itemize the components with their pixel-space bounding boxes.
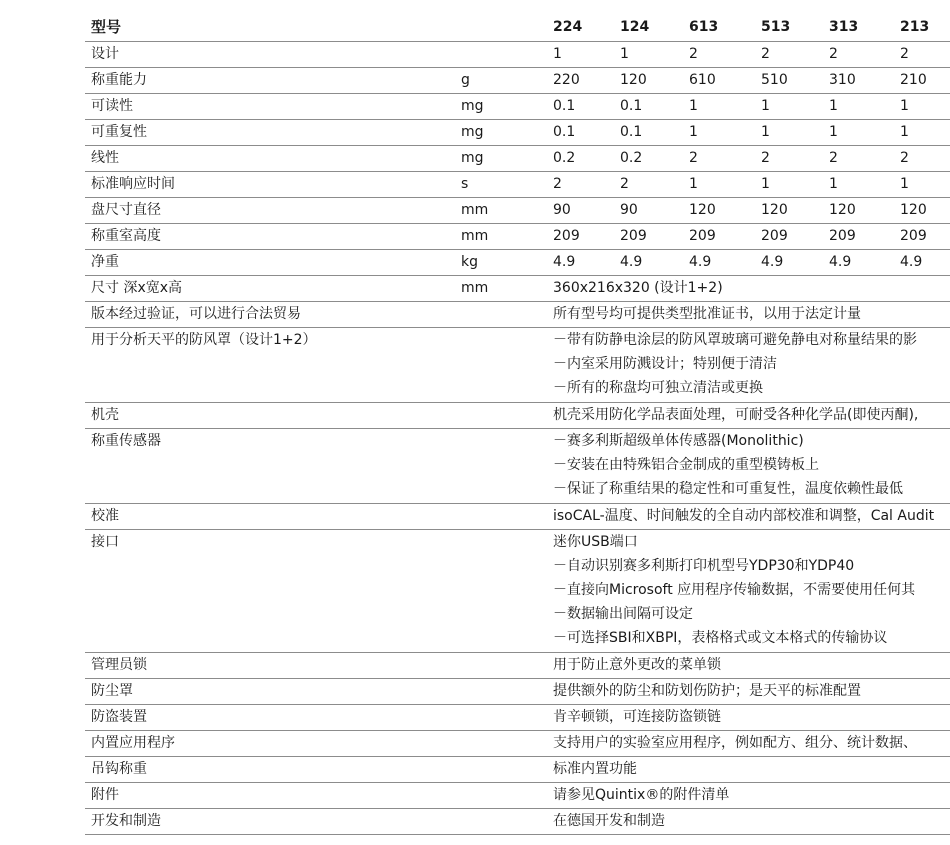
spec-row [85, 198, 950, 224]
spec-unit: g [461, 72, 470, 88]
description-line: 迷你USB端口 [553, 534, 638, 550]
spec-row [85, 94, 950, 120]
spec-value: 0.1 [553, 98, 576, 114]
spec-value: 2 [689, 46, 698, 62]
spec-value: 4.9 [829, 254, 852, 270]
feature-description [553, 328, 950, 400]
header-row [85, 15, 950, 42]
description-line: 在德国开发和制造 [553, 813, 665, 829]
feature-label: 机壳 [91, 407, 119, 423]
spec-value: 120 [829, 202, 856, 218]
spec-value: 1 [689, 98, 698, 114]
description-line: isoCAL-温度、时间触发的全自动内部校准和调整，Cal Audit [553, 508, 935, 524]
feature-description [553, 731, 950, 755]
spec-value: 209 [761, 228, 788, 244]
spec-value: 120 [761, 202, 788, 218]
description-line: 支持用户的实验室应用程序，例如配方、组分、统计数据、 [553, 735, 917, 751]
description-line: －直接向Microsoft 应用程序传输数据，不需要使用任何其 [553, 582, 916, 598]
spec-value: 90 [553, 202, 571, 218]
description-line: 请参见Quintix®的附件清单 [553, 787, 730, 803]
feature-row [85, 705, 950, 731]
spec-value: 2 [761, 46, 770, 62]
feature-label: 管理员锁 [91, 657, 147, 673]
description-line: －保证了称重结果的稳定性和可重复性，温度依赖性最低 [553, 481, 903, 497]
spec-value: 1 [689, 176, 698, 192]
spec-value: 1 [900, 124, 909, 140]
feature-row [85, 328, 950, 403]
spec-value: 2 [553, 176, 562, 192]
spec-value: 1 [829, 176, 838, 192]
feature-description [553, 276, 950, 300]
spec-value: 1 [900, 98, 909, 114]
feature-description [553, 530, 950, 650]
feature-label: 接口 [91, 534, 119, 550]
spec-unit: kg [461, 254, 478, 270]
feature-row [85, 653, 950, 679]
model-213: 213 [900, 19, 930, 35]
spec-value: 2 [900, 150, 909, 166]
spec-value: 209 [829, 228, 856, 244]
spec-value: 0.1 [553, 124, 576, 140]
model-613: 613 [689, 19, 719, 35]
description-line: 标准内置功能 [553, 761, 637, 777]
spec-value: 0.1 [620, 98, 643, 114]
spec-value: 310 [829, 72, 856, 88]
description-line: 提供额外的防尘和防划伤防护；是天平的标准配置 [553, 683, 861, 699]
spec-value: 2 [829, 46, 838, 62]
feature-label: 内置应用程序 [91, 735, 175, 751]
feature-row [85, 429, 950, 504]
feature-description [553, 679, 950, 703]
feature-row [85, 783, 950, 809]
feature-row [85, 809, 950, 835]
model-header-label: 型号 [91, 18, 122, 36]
description-line: －数据输出间隔可设定 [553, 606, 693, 622]
description-line: －自动识别赛多利斯打印机型号YDP30和YDP40 [553, 558, 855, 574]
spec-value: 4.9 [761, 254, 784, 270]
description-line: 所有型号均可提供类型批准证书，以用于法定计量 [553, 306, 861, 322]
spec-value: 209 [900, 228, 927, 244]
spec-row [85, 224, 950, 250]
spec-value: 4.9 [900, 254, 923, 270]
feature-row [85, 302, 950, 328]
feature-row [85, 403, 950, 429]
spec-value: 1 [761, 98, 770, 114]
spec-value: 1 [761, 176, 770, 192]
spec-value: 2 [689, 150, 698, 166]
spec-label: 净重 [91, 254, 119, 270]
description-line: －赛多利斯超级单体传感器(Monolithic) [553, 433, 804, 449]
feature-row [85, 731, 950, 757]
spec-unit: mm [461, 228, 489, 244]
description-line: 机壳采用防化学品表面处理，可耐受各种化学品(即使丙酮), [553, 407, 919, 423]
spec-value: 1 [900, 176, 909, 192]
spec-value: 4.9 [553, 254, 576, 270]
spec-value: 90 [620, 202, 638, 218]
description-line: 用于防止意外更改的菜单锁 [553, 657, 721, 673]
feature-label: 版本经过验证，可以进行合法贸易 [91, 306, 301, 322]
feature-description [553, 403, 950, 427]
model-224: 224 [553, 19, 583, 35]
description-line: －可选择SBI和XBPI，表格格式或文本格式的传输协议 [553, 630, 888, 646]
spec-value: 209 [553, 228, 580, 244]
spec-unit: mm [461, 202, 489, 218]
spec-value: 120 [620, 72, 647, 88]
spec-value: 1 [829, 124, 838, 140]
spec-value: 209 [689, 228, 716, 244]
spec-label: 线性 [91, 150, 119, 166]
spec-value: 4.9 [620, 254, 643, 270]
spec-value: 1 [553, 46, 562, 62]
spec-value: 2 [761, 150, 770, 166]
spec-row [85, 250, 950, 276]
feature-row [85, 530, 950, 653]
feature-label: 附件 [91, 787, 119, 803]
feature-row [85, 504, 950, 530]
feature-description [553, 757, 950, 781]
spec-row [85, 120, 950, 146]
spec-value: 4.9 [689, 254, 712, 270]
feature-description [553, 302, 950, 326]
spec-label: 可读性 [91, 98, 133, 114]
spec-value: 209 [620, 228, 647, 244]
spec-unit: s [461, 176, 469, 192]
spec-label: 盘尺寸直径 [91, 202, 161, 218]
spec-value: 120 [900, 202, 927, 218]
spec-value: 1 [689, 124, 698, 140]
spec-value: 510 [761, 72, 788, 88]
spec-label: 称重能力 [91, 72, 147, 88]
model-124: 124 [620, 19, 650, 35]
description-line: 肯辛顿锁，可连接防盗锁链 [553, 709, 721, 725]
feature-description [553, 809, 950, 833]
spec-row [85, 68, 950, 94]
feature-label: 校准 [91, 508, 119, 524]
feature-label: 防尘罩 [91, 683, 133, 699]
spec-value: 1 [829, 98, 838, 114]
feature-description [553, 504, 950, 528]
feature-label: 防盗装置 [91, 709, 147, 725]
spec-value: 2 [829, 150, 838, 166]
spec-table [85, 15, 950, 835]
feature-description [553, 705, 950, 729]
spec-unit: mg [461, 98, 484, 114]
spec-row [85, 172, 950, 198]
spec-value: 220 [553, 72, 580, 88]
feature-unit: mm [461, 280, 489, 296]
feature-label: 吊钩称重 [91, 761, 147, 777]
spec-row [85, 146, 950, 172]
spec-row [85, 42, 950, 68]
spec-value: 1 [761, 124, 770, 140]
spec-value: 0.2 [620, 150, 643, 166]
spec-value: 0.2 [553, 150, 576, 166]
feature-description [553, 783, 950, 807]
spec-unit: mg [461, 124, 484, 140]
feature-description [553, 429, 950, 501]
description-line: －安装在由特殊铝合金制成的重型模铸板上 [553, 457, 819, 473]
spec-label: 可重复性 [91, 124, 147, 140]
feature-row [85, 276, 950, 302]
spec-value: 120 [689, 202, 716, 218]
feature-label: 用于分析天平的防风罩（设计1+2） [91, 332, 317, 348]
description-line: －所有的称盘均可独立清洁或更换 [553, 380, 763, 396]
model-313: 313 [829, 19, 859, 35]
feature-label: 开发和制造 [91, 813, 161, 829]
spec-value: 1 [620, 46, 629, 62]
spec-value: 2 [620, 176, 629, 192]
description-line: －内室采用防溅设计；特别便于清洁 [553, 356, 777, 372]
spec-value: 610 [689, 72, 716, 88]
feature-row [85, 757, 950, 783]
feature-description [553, 653, 950, 677]
spec-unit: mg [461, 150, 484, 166]
description-line: －带有防静电涂层的防风罩玻璃可避免静电对称量结果的影 [553, 332, 917, 348]
feature-label: 尺寸 深x宽x高 [91, 280, 183, 296]
spec-value: 210 [900, 72, 927, 88]
model-513: 513 [761, 19, 791, 35]
spec-label: 设计 [91, 46, 119, 62]
spec-label: 标准响应时间 [91, 176, 175, 192]
description-line: 360x216x320 (设计1+2) [553, 280, 723, 296]
feature-row [85, 679, 950, 705]
spec-value: 2 [900, 46, 909, 62]
spec-value: 0.1 [620, 124, 643, 140]
feature-label: 称重传感器 [91, 433, 161, 449]
spec-label: 称重室高度 [91, 228, 161, 244]
